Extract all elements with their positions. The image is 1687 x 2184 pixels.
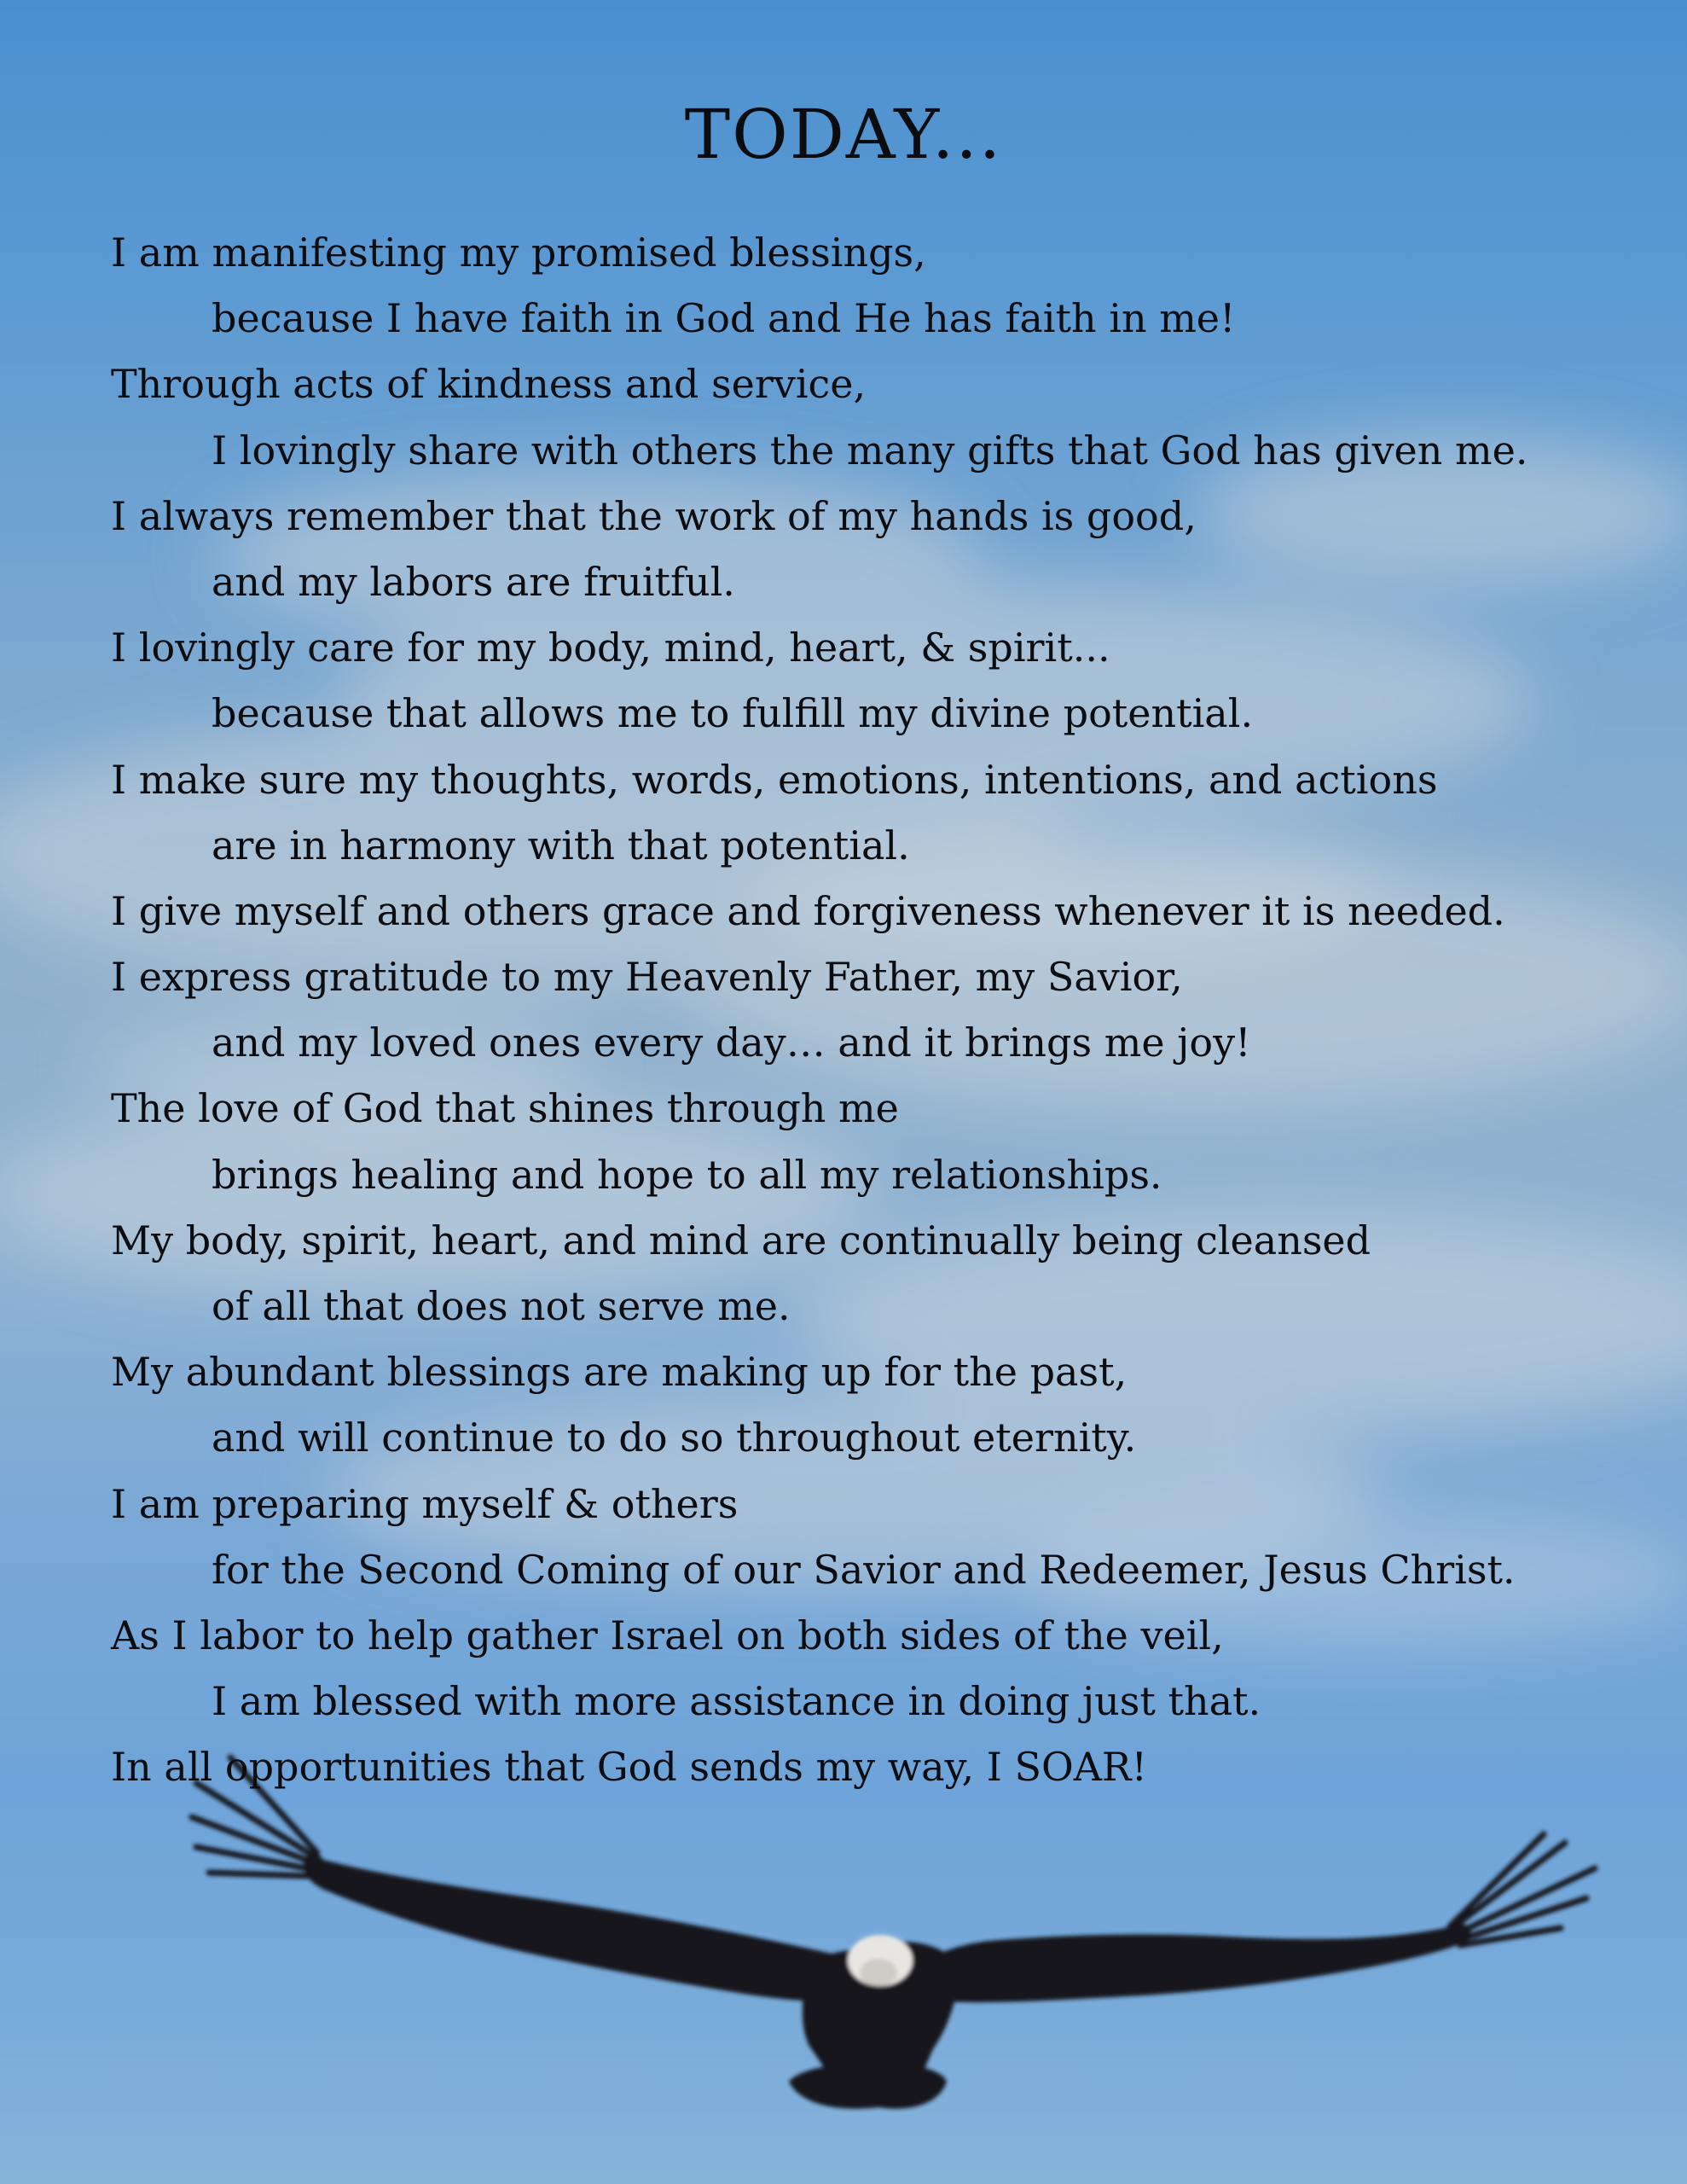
poem-line: My body, spirit, heart, and mind are continually being cleansed xyxy=(111,1217,1371,1263)
poem-line-indented: brings healing and hope to all my relationships. xyxy=(212,1151,1162,1198)
poem-line-indented: I am blessed with more assistance in doing just that. xyxy=(212,1678,1261,1725)
poem-line: My abundant blessings are making up for the past, xyxy=(111,1349,1128,1396)
poem-title: TODAY... xyxy=(684,95,1003,174)
poem-line-indented: and my loved ones every day… and it brings me joy! xyxy=(212,1019,1251,1066)
poem-line-indented: for the Second Coming of our Savior and Redeemer, Jesus Christ. xyxy=(212,1546,1516,1593)
poem-line-indented: and my labors are fruitful. xyxy=(212,558,735,605)
poem-line: I express gratitude to my Heavenly Father, my Savior, xyxy=(111,954,1183,1001)
poem-line-indented: because that allows me to fulfill my divine potential. xyxy=(212,690,1254,737)
poem-line: As I labor to help gather Israel on both sides of the veil, xyxy=(111,1612,1224,1658)
poem-line-indented: are in harmony with that potential. xyxy=(212,822,910,868)
poem-line-indented: and will continue to do so throughout eternity. xyxy=(212,1414,1137,1461)
poem-line: I am manifesting my promised blessings, xyxy=(111,229,926,276)
poem-line: In all opportunities that God sends my way, I SOAR! xyxy=(111,1744,1148,1791)
poem-lines xyxy=(111,220,1646,1801)
poem-line: I give myself and others grace and forgiveness whenever it is needed. xyxy=(111,887,1505,934)
poem-line: Through acts of kindness and service, xyxy=(111,361,867,408)
poem-line: The love of God that shines through me xyxy=(111,1085,899,1132)
poem-line: I always remember that the work of my hands is good, xyxy=(111,492,1197,539)
poem-line: I am preparing myself & others xyxy=(111,1480,739,1527)
poem-line-indented: because I have faith in God and He has faith in me! xyxy=(212,295,1236,342)
poem-line: I lovingly care for my body, mind, heart, & spirit... xyxy=(111,624,1110,671)
poem-line-indented: I lovingly share with others the many gifts that God has given me. xyxy=(212,427,1528,473)
poem-line-indented: of all that does not serve me. xyxy=(212,1283,791,1329)
poem-line: I make sure my thoughts, words, emotions, intentions, and actions xyxy=(111,756,1438,803)
